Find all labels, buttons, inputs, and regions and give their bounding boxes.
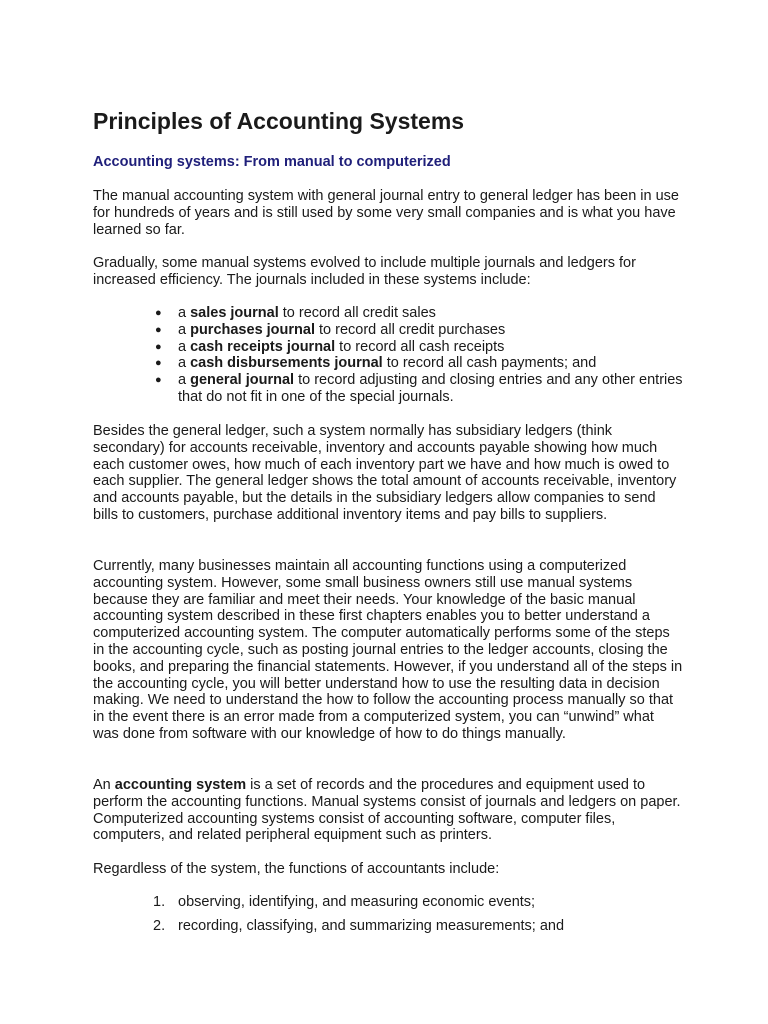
section-subtitle: Accounting systems: From manual to computerized — [93, 154, 451, 170]
paragraph-currently: Currently, many businesses maintain all accounting functions using a computerized accounting system. However, some small business owners still use manual systems because they are familiar and meet their needs. Your knowledge of the basic manual accounting system described in these first chapters enables you to better understand a computerized accounting system. The computer automatically performs some of the steps in the accounting cycle, such as posting journal entries to the ledger accounts, closing the books, and preparing the financial statements. However, if you understand all of the steps in the accounting cycle, you will better understand how to use the resulting data in decision making. We need to understand the how to follow the accounting process manually so that in the event there is an error made from a computerized system, you can “unwind” what was done from software with our knowledge of how to do things manually. — [93, 558, 683, 742]
paragraph-functions-intro: Regardless of the system, the functions of accountants include: — [93, 861, 500, 877]
paragraph-gradually: Gradually, some manual systems evolved to include multiple journals and ledgers for increased efficiency. The journals included in these systems include: — [93, 255, 636, 288]
list-item: 1. observing, identifying, and measuring economic events; — [153, 894, 536, 910]
list-item: ● a sales journal to record all credit sales — [155, 305, 436, 321]
list-item: ● a general journal to record adjusting and closing entries and any other entries that do not fit in one of the special journals. — [155, 372, 683, 405]
paragraph-subsidiary-ledgers: Besides the general ledger, such a system normally has subsidiary ledgers (think secondary) for accounts receivable, inventory and accounts payable showing how much each customer owes, how much of each inventory part we have and how much is owed to each supplier. The general ledger shows the total amount of accounts receivable, inventory and accounts payable, but the details in the subsidiary ledgers allow companies to send bills to customers, purchase additional inventory items and pay bills to suppliers. — [93, 423, 677, 523]
paragraph-manual-system: The manual accounting system with general journal entry to general ledger has been in use for hundreds of years and is still used by some very small companies and is what you have learned so far. — [93, 188, 679, 238]
paragraph-accounting-system-definition: An accounting system is a set of records and the procedures and equipment used to perform the accounting functions. Manual systems consist of journals and ledgers on paper. Computerized accounting systems consist of accounting software, computer files, computers, and related peripheral equipment such as printers. — [93, 777, 681, 844]
functions-list — [93, 894, 683, 943]
page-title: Principles of Accounting Systems — [93, 108, 465, 134]
bullet-icon: ● — [155, 307, 162, 319]
bullet-icon: ● — [155, 323, 162, 336]
bullet-icon: ● — [155, 340, 162, 353]
list-item: 2. recording, classifying, and summarizing measurements; and — [153, 918, 565, 935]
bullet-icon: ● — [155, 357, 162, 370]
journals-list — [93, 305, 683, 406]
bullet-icon: ● — [155, 374, 162, 387]
list-item: ● a cash disbursements journal to record all cash payments; and — [155, 355, 597, 372]
list-item: ● a cash receipts journal to record all cash receipts — [155, 338, 505, 355]
list-item: ● a purchases journal to record all credit purchases — [155, 321, 506, 338]
